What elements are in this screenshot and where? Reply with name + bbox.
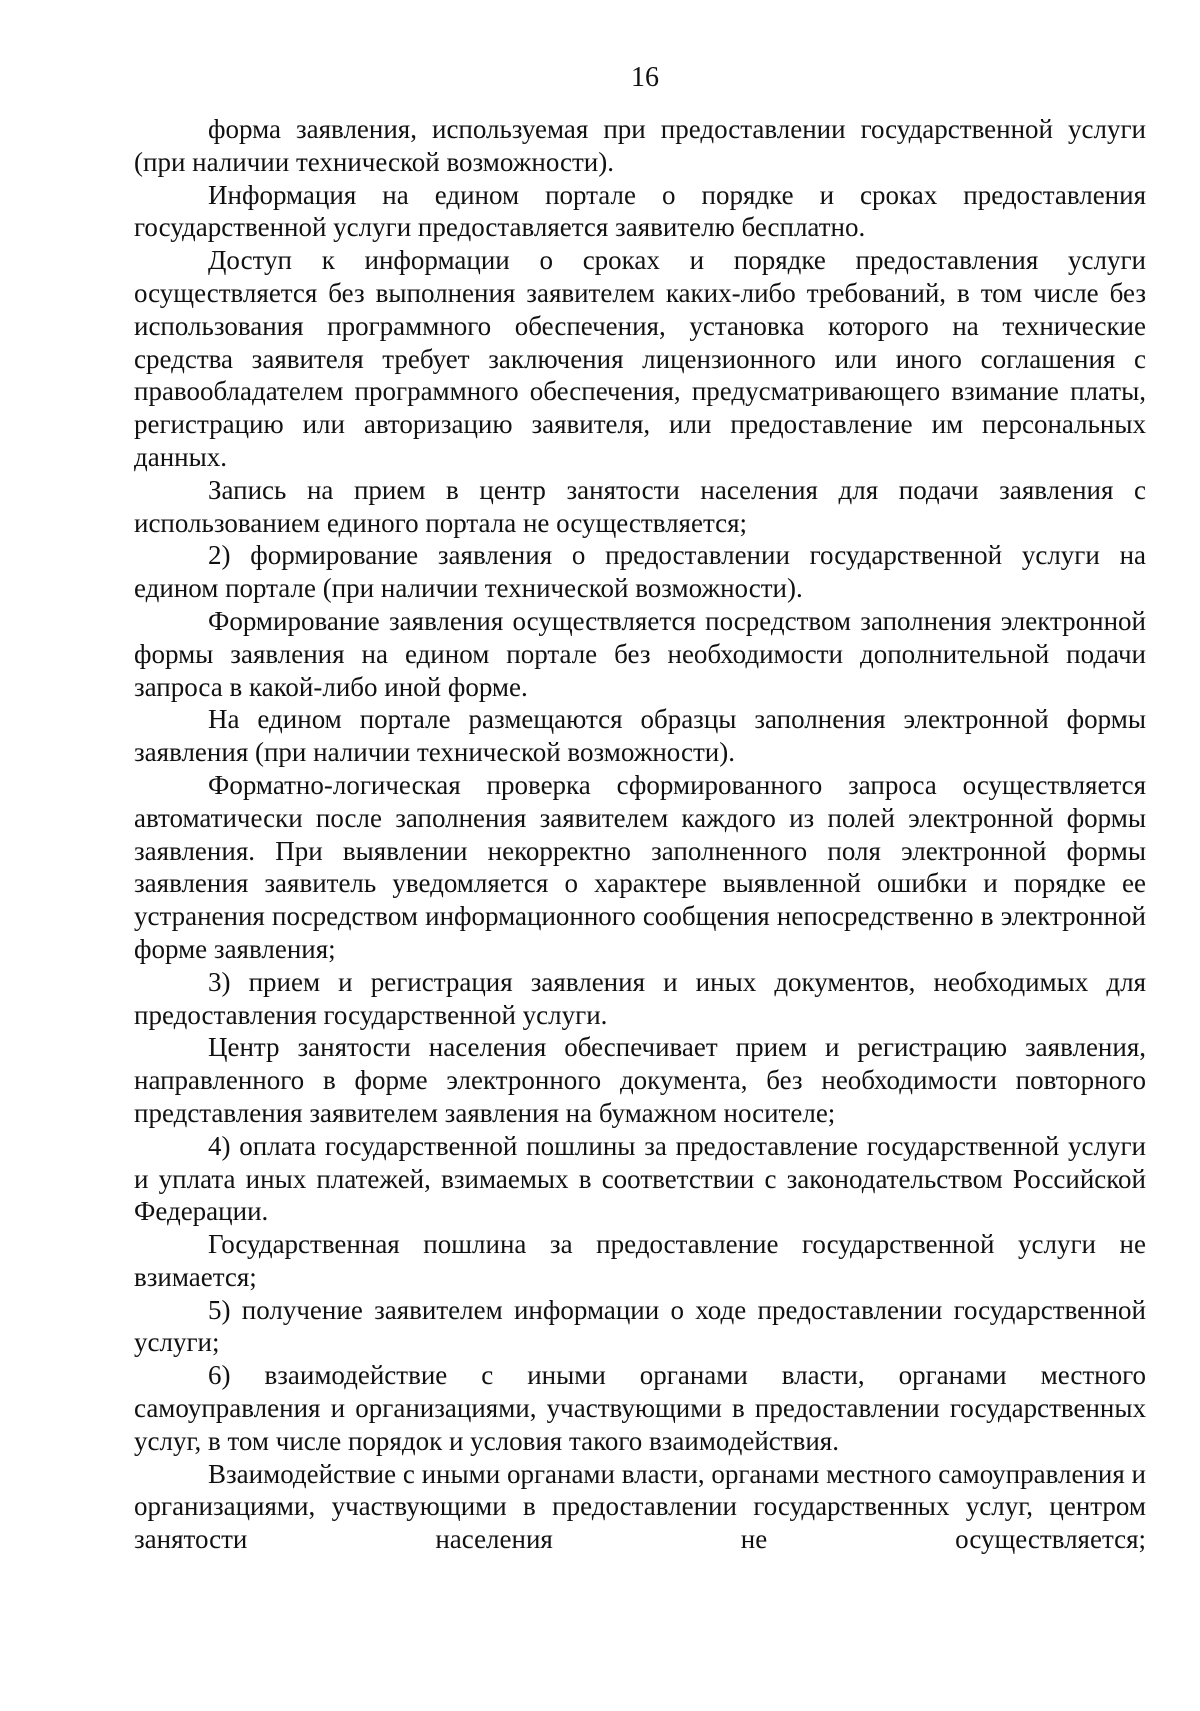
paragraph: На едином портале размещаются образцы заполнения электронной формы заявления (при наличии технической возможности).	[134, 704, 1146, 768]
paragraph: 6) взаимодействие с иными органами власти, органами местного самоуправления и организациями, участвующими в предоставлении государственных услуг, в том числе порядок и условия такого взаимодействия.	[134, 1360, 1146, 1456]
paragraph: Форматно-логическая проверка сформированного запроса осуществляется автоматически после заполнения заявителем каждого из полей электронной формы заявления. При выявлении некорректно заполненного поля электронной формы заявления заявитель уведомляется о характере выявленной ошибки и порядке ее устранения посредством информационного сообщения непосредственно в электронной форме заявления;	[134, 769, 1146, 964]
paragraph: 5) получение заявителем информации о ходе предоставлении государственной услуги;	[134, 1294, 1146, 1358]
paragraph: Информация на едином портале о порядке и сроках предоставления государственной услуги предоставляется заявителю бесплатно.	[134, 179, 1146, 243]
paragraph: Запись на прием в центр занятости населения для подачи заявления с использованием единого портала не осуществляется;	[134, 474, 1146, 538]
paragraph: Формирование заявления осуществляется посредством заполнения электронной формы заявления на едином портале без необходимости дополнительной подачи запроса в какой-либо иной форме.	[134, 605, 1146, 702]
paragraph: Взаимодействие с иными органами власти, органами местного самоуправления и организациями, участвующими в предоставлении государственных услуг, центром занятости населения не осуществляется;	[134, 1458, 1146, 1555]
document-body	[134, 113, 1146, 1556]
paragraph: Государственная пошлина за предоставление государственной услуги не взимается;	[134, 1229, 1146, 1292]
paragraph: Центр занятости населения обеспечивает прием и регистрацию заявления, направленного в форме электронного документа, без необходимости повторного представления заявителем заявления на бумажном носителе;	[134, 1032, 1146, 1128]
paragraph: 3) прием и регистрация заявления и иных документов, необходимых для предоставления государственной услуги.	[134, 966, 1146, 1030]
page-number: 16	[631, 62, 659, 93]
paragraph: 4) оплата государственной пошлины за предоставление государственной услуги и уплата иных платежей, взимаемых в соответствии с законодательством Российской Федерации.	[134, 1130, 1146, 1227]
paragraph: форма заявления, используемая при предоставлении государственной услуги (при наличии технической возможности).	[134, 114, 1146, 177]
paragraph: Доступ к информации о сроках и порядке предоставления услуги осуществляется без выполнения заявителем каких-либо требований, в том числе без использования программного обеспечения, установка которого на технические средства заявителя требует заключения лицензионного или иного соглашения с правообладателем программного обеспечения, предусматривающего взимание платы, регистрацию или авторизацию заявителя, или предоставление им персональных данных.	[134, 245, 1146, 472]
paragraph: 2) формирование заявления о предоставлении государственной услуги на едином портале (при наличии технической возможности).	[134, 540, 1146, 604]
